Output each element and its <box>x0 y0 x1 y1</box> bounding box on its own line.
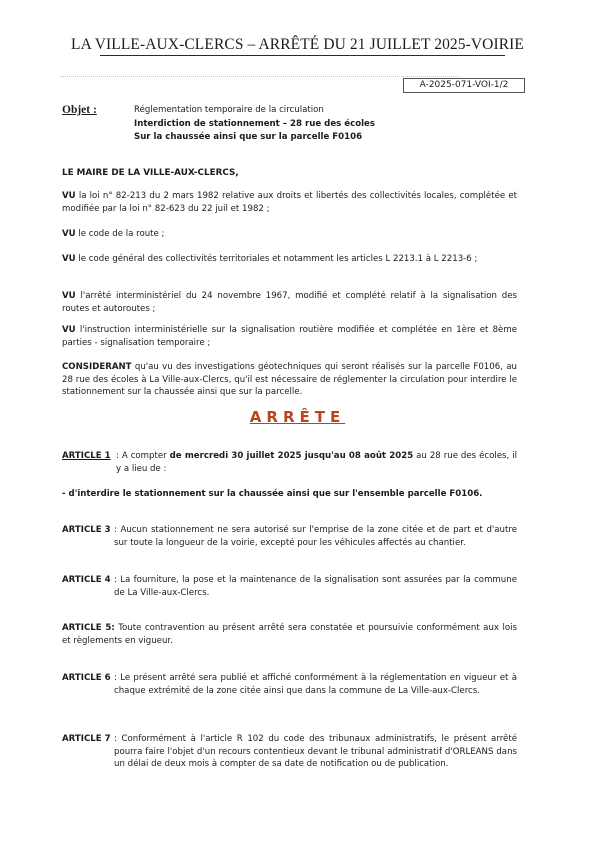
article-1 <box>62 450 517 476</box>
vu-text: le code général des collectivités territoriales et notamment les articles L 2213.1 à L 2213-6 ; <box>75 254 478 264</box>
article-4 <box>62 574 517 600</box>
article-7 <box>62 733 517 785</box>
vu-lead: VU <box>62 254 76 264</box>
article-1-text-post: au 28 rue des écoles, il y a lieu de : <box>116 451 517 474</box>
reference-number: A-2025-071-VOI-1/2 <box>403 78 525 93</box>
objet-line-3: Sur la chaussée ainsi que sur la parcelle F0106 <box>134 132 363 142</box>
vu-paragraph-4 <box>62 290 517 315</box>
article-3 <box>62 524 517 564</box>
article-5-label: ARTICLE 5: <box>62 623 115 633</box>
vu-paragraph-2 <box>62 228 517 241</box>
vu-lead: VU <box>62 291 76 301</box>
vu-lead: VU <box>62 191 76 201</box>
article-7-text: : Conformément à l'article R 102 du code des tribunaux administratifs, le présent arrêté pourra faire l'objet d'un recours contentieux devant le tribunal administratif d'ORLEANS dans un délai de deux mois à compter de sa date de notification ou de publication. <box>114 734 517 769</box>
article-1-bullet: - d'interdire le stationnement sur la chaussée ainsi que sur l'ensemble parcelle F0106. <box>62 489 483 499</box>
article-4-label: ARTICLE 4 <box>62 575 111 585</box>
objet-block <box>134 104 375 145</box>
objet-line-1: Réglementation temporaire de la circulation <box>134 105 324 115</box>
article-1-text-pre: : A compter <box>116 451 170 461</box>
article-1-label: ARTICLE 1 <box>62 451 111 461</box>
article-1-text <box>116 450 517 475</box>
scan-artifact-line <box>60 76 460 77</box>
vu-paragraph-5 <box>62 324 517 349</box>
arrete-heading: ARRÊTE <box>249 408 346 426</box>
article-6-text: : Le présent arrêté sera publié et affiché conformément à la réglementation en vigueur et à chaque extrémité de la zone citée ainsi que dans la commune de La Ville-aux-Clercs. <box>114 673 517 696</box>
vu-paragraph-1 <box>62 190 517 215</box>
article-4-text: : La fourniture, la pose et la maintenance de la signalisation sont assurées par la commune de La Ville-aux-Clercs. <box>114 575 517 598</box>
vu-lead: VU <box>62 325 76 335</box>
considerant-paragraph <box>62 361 517 399</box>
considerant-lead: CONSIDERANT <box>62 362 132 372</box>
objet-line-2: Interdiction de stationnement – 28 rue des écoles <box>134 118 375 129</box>
article-3-label: ARTICLE 3 <box>62 525 111 535</box>
article-3-text: : Aucun stationnement ne sera autorisé sur l'emprise de la zone citée et de part et d'autre sur toute la longueur de la voirie, excepté pour les véhicules affectés au chantier. <box>114 525 517 548</box>
maire-heading: LE MAIRE DE LA VILLE-AUX-CLERCS, <box>62 168 239 178</box>
objet-label: Objet : <box>62 104 97 116</box>
vu-paragraph-3 <box>62 253 517 266</box>
article-5 <box>62 622 517 648</box>
vu-text: le code de la route ; <box>75 229 165 239</box>
article-1-dates: de mercredi 30 juillet 2025 jusqu'au 08 août 2025 <box>169 451 414 461</box>
vu-text: l'instruction interministérielle sur la signalisation routière modifiée et complétée en 1ère et 8ème parties - signalisation temporaire ; <box>62 325 517 348</box>
title-underline <box>100 55 505 56</box>
considerant-text: qu'au vu des investigations géotechniques qui seront réalisés sur la parcelle F0106, au 28 rue des écoles à La Ville-aux-Clercs, qu'il est nécessaire de réglementer la circulation pour interdire le stationnement sur la chaussée ainsi que sur la parcelle. <box>62 362 517 397</box>
article-5-text: Toute contravention au présent arrêté sera constatée et poursuivie conformément aux lois et règlements en vigueur. <box>62 623 517 646</box>
vu-text: la loi n° 82-213 du 2 mars 1982 relative aux droits et libertés des collectivités locales, complétée et modifiée par la loi n° 82-623 du 22 juil et 1982 ; <box>62 191 517 214</box>
page-title: LA VILLE-AUX-CLERCS – ARRÊTÉ DU 21 JUILLET 2025-VOIRIE <box>71 36 524 53</box>
vu-lead: VU <box>62 229 76 239</box>
article-6 <box>62 672 517 712</box>
article-6-label: ARTICLE 6 <box>62 673 111 683</box>
article-7-label: ARTICLE 7 <box>62 734 111 744</box>
vu-text: l'arrêté interministériel du 24 novembre 1967, modifié et complété relatif à la signalisation des routes et autoroutes ; <box>62 291 517 314</box>
